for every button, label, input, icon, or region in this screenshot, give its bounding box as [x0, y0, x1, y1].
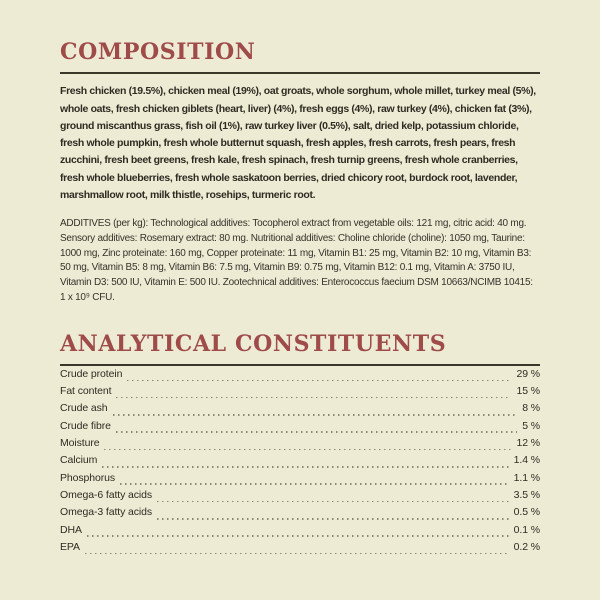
- constituents-table: [60, 368, 540, 558]
- table-row: [60, 437, 540, 454]
- dot-leader: [87, 535, 509, 537]
- dot-leader: [157, 501, 509, 503]
- table-row: [60, 402, 540, 419]
- dot-leader: [157, 518, 509, 520]
- table-row: [60, 420, 540, 437]
- constituent-value: 3.5 %: [513, 488, 540, 501]
- dot-leader: [85, 553, 509, 555]
- ingredients-paragraph: Fresh chicken (19.5%), chicken meal (19%), oat groats, whole sorghum, whole millet, turkey meal (5%), whole oats, fresh chicken giblets (heart, liver) (4%), fresh eggs (4%), raw turkey (4%), chicken fat (3%), ground miscanthus grass, fish oil (1%), raw turkey liver (0.5%), salt, dried kelp, potassium chloride, fresh whole pumpkin, fresh whole butternut squash, fresh apples, fresh carrots, fresh pears, fresh zucchini, fresh beet greens, fresh kale, fresh spinach, fresh turnip greens, fresh whole cranberries, fresh whole blueberries, fresh whole saskatoon berries, dried chicory root, burdock root, lavender, marshmallow root, milk thistle, rosehips, turmeric root.: [60, 85, 536, 202]
- table-row: [60, 506, 540, 523]
- table-row: [60, 454, 540, 471]
- table-row: [60, 472, 540, 489]
- dot-leader: [113, 414, 518, 416]
- dot-leader: [102, 466, 508, 468]
- constituent-value: 12 %: [516, 437, 540, 450]
- constituent-label: EPA: [60, 540, 80, 553]
- composition-divider: [60, 72, 540, 74]
- analytical-constituents-divider: [60, 364, 540, 366]
- additives-paragraph: ADDITIVES (per kg): Technological additives: Tocopherol extract from vegetable oils: 121 mg, citric acid: 40 mg. Sensory additives: Rosemary extract: 80 mg. Nutritional additives: Choline chloride (choline): 1050 mg, Taurine: 1000 mg, Zinc proteinate: 160 mg, Copper proteinate: 11 mg, Vitamin B1: 25 mg, Vitamin B2: 10 mg, Vitamin B3: 50 mg, Vitamin B5: 8 mg, Vitamin B6: 7.5 mg, Vitamin B9: 0.75 mg, Vitamin B12: 0.1 mg, Vitamin A: 3750 IU, Vitamin D3: 500 IU, Vitamin E: 500 IU. Zootechnical additives: Enterococcus faecium DSM 10663/NCIMB 10415: 1 x 10⁹ CFU.: [60, 218, 533, 303]
- constituent-value: 0.1 %: [513, 523, 540, 536]
- constituent-label: Omega-6 fatty acids: [60, 488, 153, 501]
- constituent-value: 5 %: [522, 419, 540, 432]
- constituent-value: 1.4 %: [513, 454, 540, 467]
- composition-title: COMPOSITION: [60, 39, 256, 65]
- constituent-value: 29 %: [516, 367, 540, 380]
- table-row: [60, 541, 540, 558]
- dot-leader: [127, 380, 511, 382]
- constituent-value: 1.1 %: [513, 471, 540, 484]
- constituent-label: Calcium: [60, 454, 98, 467]
- constituent-label: DHA: [60, 523, 82, 536]
- composition-section: [60, 40, 540, 306]
- constituent-label: Crude ash: [60, 402, 108, 415]
- constituent-value: 0.2 %: [513, 540, 540, 553]
- analytical-constituents-section: [60, 332, 540, 559]
- analytical-constituents-title: ANALYTICAL CONSTITUENTS: [60, 330, 447, 357]
- table-row: [60, 489, 540, 506]
- constituent-label: Fat content: [60, 385, 112, 398]
- constituent-value: 15 %: [516, 385, 540, 398]
- constituent-label: Crude protein: [60, 367, 123, 380]
- constituent-label: Crude fibre: [60, 419, 111, 432]
- constituent-value: 0.5 %: [513, 506, 540, 519]
- table-row: [60, 385, 540, 402]
- dot-leader: [116, 397, 511, 399]
- constituent-label: Phosphorus: [60, 471, 116, 484]
- constituent-label: Moisture: [60, 437, 100, 450]
- table-row: [60, 368, 540, 385]
- constituent-value: 8 %: [522, 402, 540, 415]
- dot-leader: [116, 431, 517, 433]
- dot-leader: [120, 483, 509, 485]
- table-row: [60, 524, 540, 541]
- constituent-label: Omega-3 fatty acids: [60, 506, 153, 519]
- dot-leader: [104, 449, 511, 451]
